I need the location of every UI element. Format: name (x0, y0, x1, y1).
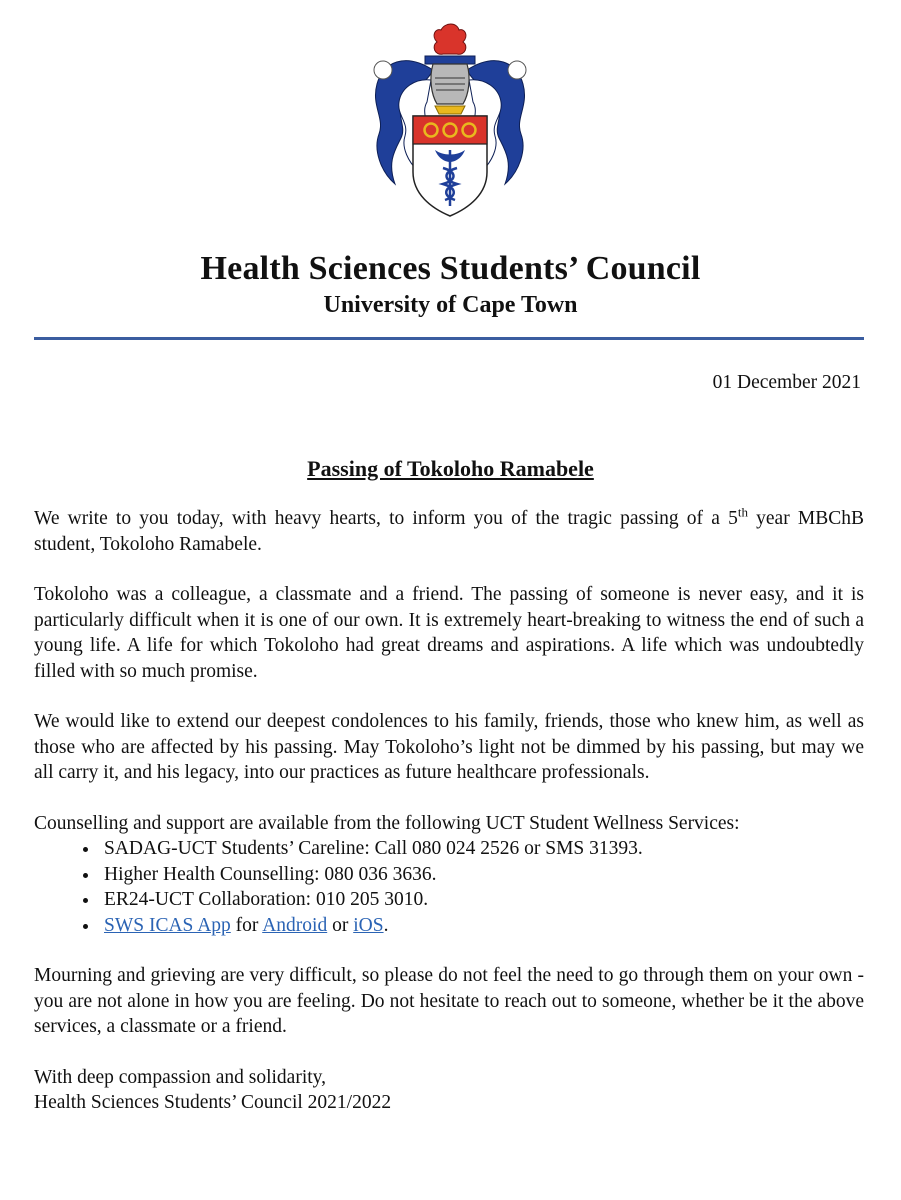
paragraph-tribute: Tokoloho was a colleague, a classmate and a friend. The passing of someone is never easy, and it is particularly difficult when it is one of our own. It is extremely heart-breaking to witness the end of such a young life. A life for which Tokoloho had great dreams and aspirations. A life which was undoubtedly filled with so much promise. (34, 584, 864, 682)
paragraph-announcement (34, 506, 864, 557)
list-item-er24: • ER24-UCT Collaboration: 010 205 3010. (100, 887, 864, 913)
letter-heading: Passing of Tokoloho Ramabele (307, 456, 594, 481)
council-title: Health Sciences Students’ Council (200, 250, 701, 287)
uct-coat-of-arms-icon (365, 22, 535, 222)
services-intro: Counselling and support are available from the following UCT Student Wellness Services: (34, 812, 740, 834)
list-item-icas-app (100, 913, 864, 939)
ordinal-suffix: th (737, 504, 748, 520)
android-link[interactable]: Android (262, 914, 328, 936)
services-list (34, 836, 864, 938)
app-item-text: for (230, 914, 263, 936)
app-item-or-text: or (327, 914, 354, 936)
announcement-text-cont: year MBChB student, Tokoloho Ramabele. (34, 508, 865, 555)
app-item-period: . (383, 914, 389, 936)
header-divider (34, 337, 864, 340)
paragraph-support: Mourning and grieving are very difficult, so please do not feel the need to go through them on your own - you are not alone in how you are feeling. Do not hesitate to reach out to someone, whether be it the above services, a classmate or a friend. (34, 965, 864, 1037)
paragraph-condolences: We would like to extend our deepest condolences to his family, friends, those who knew him, as well as those who are affected by his passing. May Tokoloho’s light not be dimmed by his passing, but may we all carry it, and his legacy, into our practices as future healthcare professionals. (34, 711, 864, 783)
list-item-higher-health: • Higher Health Counselling: 080 036 3636. (100, 862, 864, 888)
university-subtitle: University of Cape Town (323, 292, 578, 318)
signoff-line-1: With deep compassion and solidarity, (34, 1066, 327, 1088)
letter-body (34, 506, 864, 1116)
sws-icas-app-link[interactable]: SWS ICAS App (104, 914, 231, 936)
letter-date: 01 December 2021 (712, 372, 861, 393)
ios-link[interactable]: iOS (353, 914, 384, 936)
list-item-sadag: • SADAG-UCT Students’ Careline: Call 080 024 2526 or SMS 31393. (100, 836, 864, 862)
announcement-text: We write to you today, with heavy hearts, to inform you of the tragic passing of a 5 (34, 508, 738, 529)
signoff-line-2: Health Sciences Students’ Council 2021/2022 (34, 1092, 392, 1113)
